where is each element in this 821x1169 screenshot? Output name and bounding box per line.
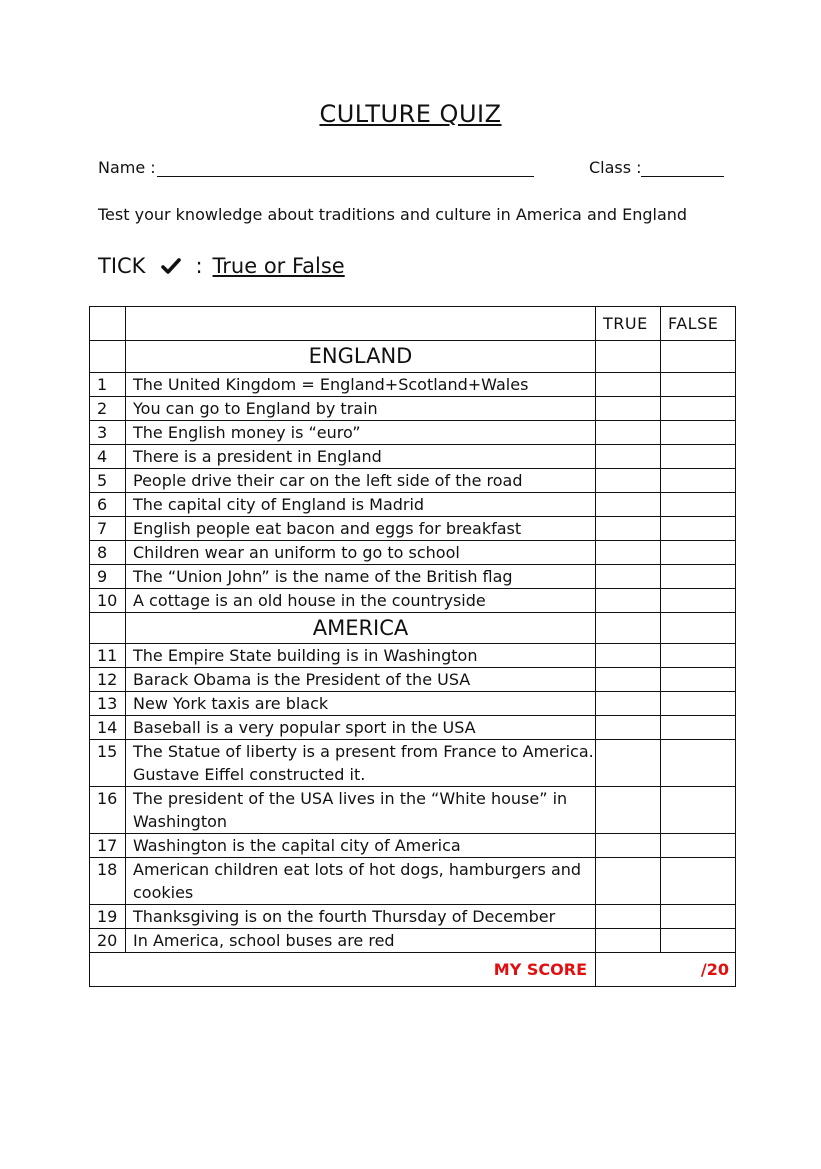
true-checkbox-cell[interactable] xyxy=(596,834,661,858)
true-checkbox-cell[interactable] xyxy=(596,905,661,929)
score-row xyxy=(90,953,736,987)
false-checkbox-cell[interactable] xyxy=(661,541,736,565)
question-row xyxy=(90,517,736,541)
question-row xyxy=(90,787,736,834)
false-checkbox-cell[interactable] xyxy=(661,373,736,397)
true-checkbox-cell[interactable] xyxy=(596,644,661,668)
question-row xyxy=(90,541,736,565)
true-checkbox-cell[interactable] xyxy=(596,589,661,613)
question-text: The United Kingdom = England+Scotland+Wales xyxy=(126,373,596,397)
header-false: FALSE xyxy=(661,307,736,341)
question-text: You can go to England by train xyxy=(126,397,596,421)
false-checkbox-cell[interactable] xyxy=(661,858,736,905)
true-checkbox-cell[interactable] xyxy=(596,668,661,692)
true-checkbox-cell[interactable] xyxy=(596,541,661,565)
question-text: New York taxis are black xyxy=(126,692,596,716)
question-text: There is a president in England xyxy=(126,445,596,469)
question-row xyxy=(90,589,736,613)
question-number: 18 xyxy=(90,858,126,905)
name-field[interactable] xyxy=(157,176,534,177)
question-row xyxy=(90,469,736,493)
question-text: Baseball is a very popular sport in the USA xyxy=(126,716,596,740)
question-number: 20 xyxy=(90,929,126,953)
false-checkbox-cell[interactable] xyxy=(661,668,736,692)
header-question-cell xyxy=(126,307,596,341)
question-row xyxy=(90,905,736,929)
question-number: 14 xyxy=(90,716,126,740)
false-checkbox-cell[interactable] xyxy=(661,421,736,445)
name-label: Name : xyxy=(98,158,156,177)
checkmark-icon xyxy=(161,256,181,276)
true-checkbox-cell[interactable] xyxy=(596,397,661,421)
question-number: 17 xyxy=(90,834,126,858)
section-false-cell xyxy=(661,341,736,373)
section-num-cell xyxy=(90,341,126,373)
question-row xyxy=(90,716,736,740)
true-checkbox-cell[interactable] xyxy=(596,858,661,905)
question-row xyxy=(90,644,736,668)
true-checkbox-cell[interactable] xyxy=(596,445,661,469)
false-checkbox-cell[interactable] xyxy=(661,929,736,953)
question-number: 8 xyxy=(90,541,126,565)
true-checkbox-cell[interactable] xyxy=(596,373,661,397)
question-row xyxy=(90,445,736,469)
section-num-cell xyxy=(90,613,126,644)
question-text: People drive their car on the left side of the road xyxy=(126,469,596,493)
false-checkbox-cell[interactable] xyxy=(661,469,736,493)
false-checkbox-cell[interactable] xyxy=(661,445,736,469)
question-number: 16 xyxy=(90,787,126,834)
score-label: MY SCORE xyxy=(90,953,596,987)
class-label: Class : xyxy=(589,158,642,177)
question-number: 11 xyxy=(90,644,126,668)
false-checkbox-cell[interactable] xyxy=(661,589,736,613)
false-checkbox-cell[interactable] xyxy=(661,565,736,589)
false-checkbox-cell[interactable] xyxy=(661,716,736,740)
question-text: Washington is the capital city of America xyxy=(126,834,596,858)
question-number: 4 xyxy=(90,445,126,469)
question-row xyxy=(90,858,736,905)
question-row xyxy=(90,929,736,953)
question-number: 5 xyxy=(90,469,126,493)
question-row xyxy=(90,565,736,589)
section-true-cell xyxy=(596,613,661,644)
true-checkbox-cell[interactable] xyxy=(596,493,661,517)
question-number: 6 xyxy=(90,493,126,517)
question-text: The English money is “euro” xyxy=(126,421,596,445)
section-row xyxy=(90,341,736,373)
question-row xyxy=(90,421,736,445)
false-checkbox-cell[interactable] xyxy=(661,740,736,787)
question-number: 19 xyxy=(90,905,126,929)
question-text: In America, school buses are red xyxy=(126,929,596,953)
true-checkbox-cell[interactable] xyxy=(596,929,661,953)
section-false-cell xyxy=(661,613,736,644)
page-title: CULTURE QUIZ xyxy=(319,100,502,128)
class-field[interactable] xyxy=(641,176,724,177)
section-title: AMERICA xyxy=(126,613,596,644)
true-checkbox-cell[interactable] xyxy=(596,787,661,834)
question-text: The Empire State building is in Washington xyxy=(126,644,596,668)
question-text: The president of the USA lives in the “White house” in Washington xyxy=(126,787,596,834)
question-text: Thanksgiving is on the fourth Thursday of December xyxy=(126,905,596,929)
section-title: ENGLAND xyxy=(126,341,596,373)
question-text: The “Union John” is the name of the British flag xyxy=(126,565,596,589)
false-checkbox-cell[interactable] xyxy=(661,397,736,421)
true-checkbox-cell[interactable] xyxy=(596,692,661,716)
question-number: 13 xyxy=(90,692,126,716)
question-number: 7 xyxy=(90,517,126,541)
quiz-table xyxy=(89,306,736,987)
header-true: TRUE xyxy=(596,307,661,341)
question-text: Children wear an uniform to go to school xyxy=(126,541,596,565)
tick-label: TICK xyxy=(98,254,146,278)
question-number: 10 xyxy=(90,589,126,613)
question-row xyxy=(90,668,736,692)
score-total[interactable]: /20 xyxy=(596,953,736,987)
question-text: English people eat bacon and eggs for breakfast xyxy=(126,517,596,541)
question-number: 2 xyxy=(90,397,126,421)
false-checkbox-cell[interactable] xyxy=(661,517,736,541)
true-checkbox-cell[interactable] xyxy=(596,565,661,589)
false-checkbox-cell[interactable] xyxy=(661,787,736,834)
true-checkbox-cell[interactable] xyxy=(596,740,661,787)
true-checkbox-cell[interactable] xyxy=(596,469,661,493)
question-row xyxy=(90,493,736,517)
question-text: The capital city of England is Madrid xyxy=(126,493,596,517)
intro-text: Test your knowledge about traditions and culture in America and England xyxy=(98,205,688,224)
question-text: Barack Obama is the President of the USA xyxy=(126,668,596,692)
question-row xyxy=(90,692,736,716)
tick-instruction xyxy=(98,254,345,278)
tick-colon: : xyxy=(195,254,203,278)
question-number: 15 xyxy=(90,740,126,787)
false-checkbox-cell[interactable] xyxy=(661,692,736,716)
section-row xyxy=(90,613,736,644)
table-header-row xyxy=(90,307,736,341)
section-true-cell xyxy=(596,341,661,373)
question-text: The Statue of liberty is a present from France to America. Gustave Eiffel constructed it. xyxy=(126,740,596,787)
header-num-cell xyxy=(90,307,126,341)
question-number: 3 xyxy=(90,421,126,445)
question-row xyxy=(90,373,736,397)
question-row xyxy=(90,397,736,421)
false-checkbox-cell[interactable] xyxy=(661,493,736,517)
tick-instruction-text: True or False xyxy=(212,254,345,278)
question-number: 1 xyxy=(90,373,126,397)
question-number: 12 xyxy=(90,668,126,692)
question-row xyxy=(90,834,736,858)
question-text: American children eat lots of hot dogs, hamburgers and cookies xyxy=(126,858,596,905)
true-checkbox-cell[interactable] xyxy=(596,716,661,740)
true-checkbox-cell[interactable] xyxy=(596,517,661,541)
question-number: 9 xyxy=(90,565,126,589)
true-checkbox-cell[interactable] xyxy=(596,421,661,445)
false-checkbox-cell[interactable] xyxy=(661,644,736,668)
question-row xyxy=(90,740,736,787)
question-text: A cottage is an old house in the countryside xyxy=(126,589,596,613)
false-checkbox-cell[interactable] xyxy=(661,905,736,929)
false-checkbox-cell[interactable] xyxy=(661,834,736,858)
